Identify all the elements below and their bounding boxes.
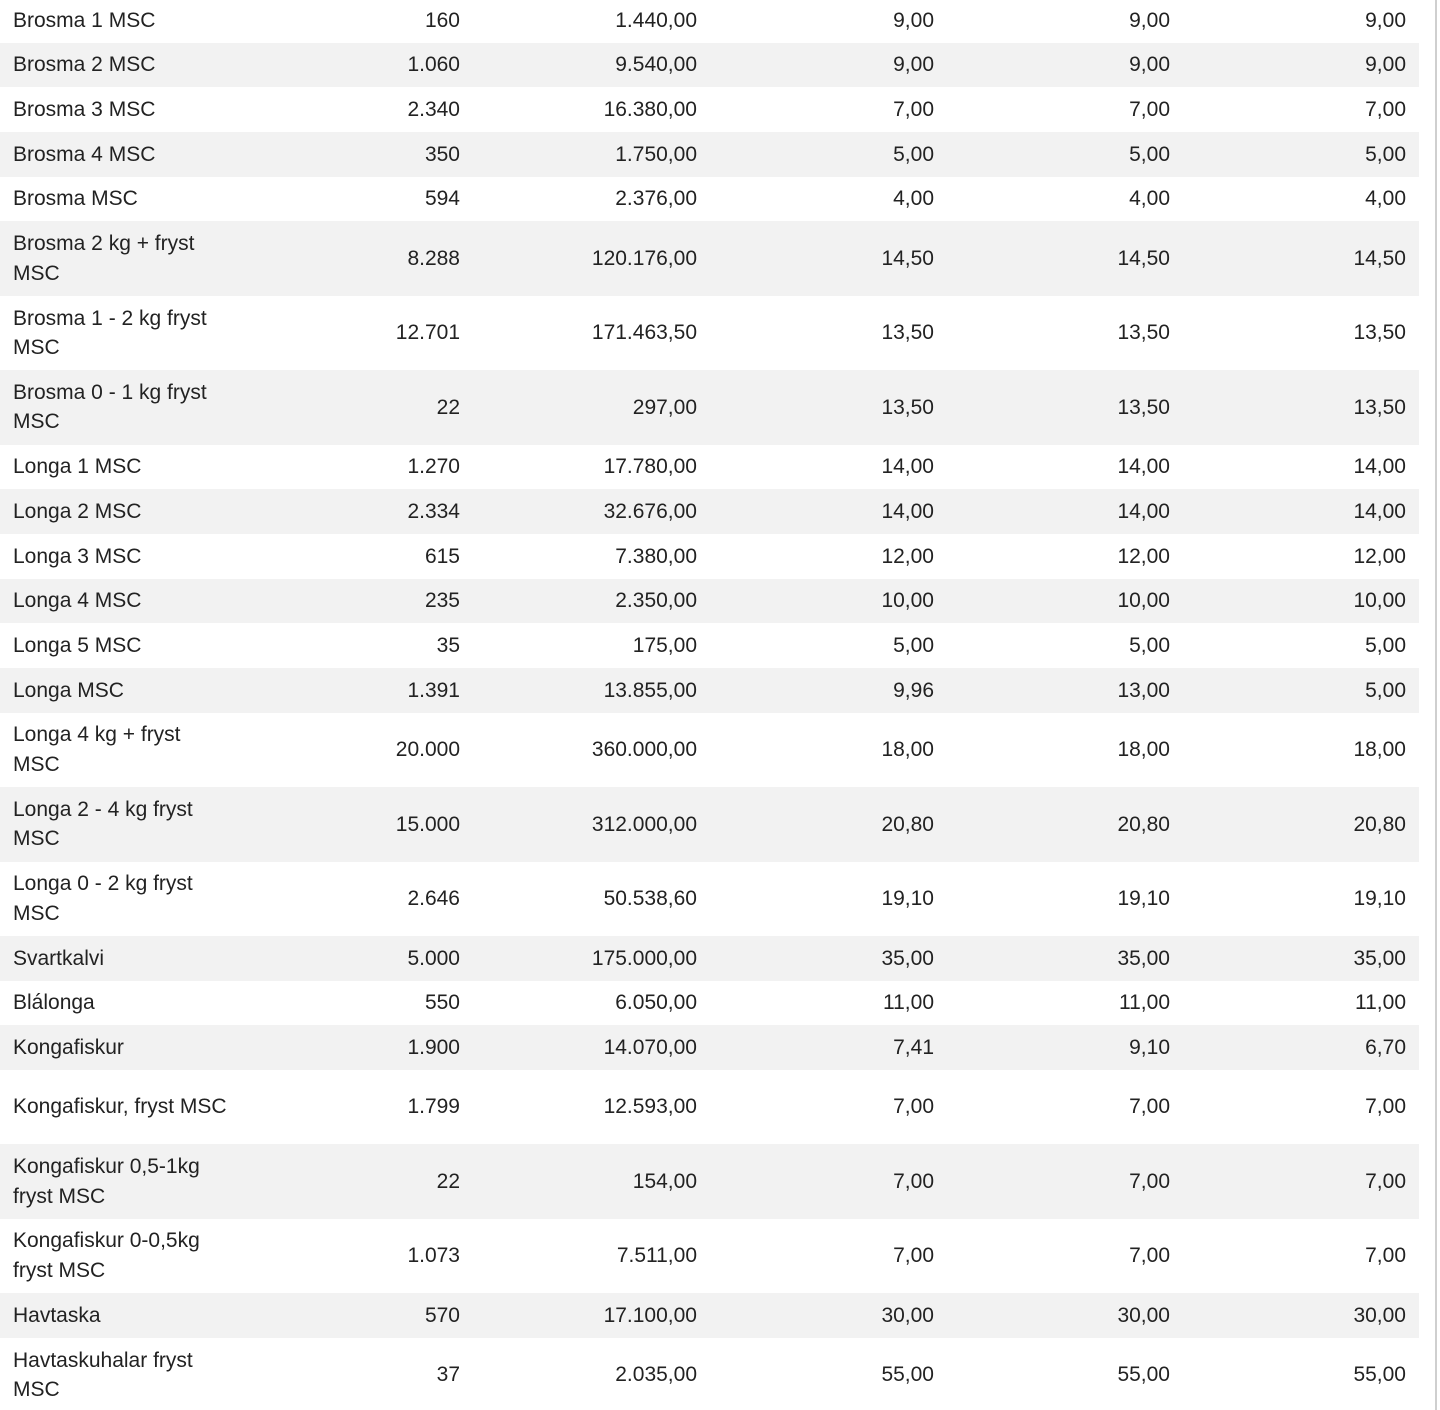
table-row xyxy=(0,87,1419,132)
highest-price-cell: 30,00 xyxy=(1117,1303,1170,1327)
table-row xyxy=(0,862,1419,936)
lowest-price-cell: 11,00 xyxy=(1355,991,1406,1015)
table-row xyxy=(0,177,1419,222)
quantity-cell: 2.340 xyxy=(407,97,460,121)
quantity-cell: 15.000 xyxy=(395,812,460,836)
lowest-price-cell: 55,00 xyxy=(1353,1363,1406,1387)
average-price-cell: 12,00 xyxy=(881,544,934,568)
average-price-cell: 5,00 xyxy=(893,633,934,657)
quantity-cell: 235 xyxy=(424,589,460,613)
quantity-cell: 570 xyxy=(424,1303,460,1327)
total-value-cell: 175,00 xyxy=(632,633,697,657)
table-row xyxy=(0,1070,1419,1144)
highest-price-cell: 5,00 xyxy=(1129,633,1170,657)
highest-price-cell: 13,50 xyxy=(1117,321,1170,345)
lowest-price-cell: 20,80 xyxy=(1353,812,1406,836)
species-name-cell: Havtaskuhalar fryst MSC xyxy=(13,1348,193,1402)
lowest-price-cell: 13,50 xyxy=(1353,395,1406,419)
lowest-price-cell: 5,00 xyxy=(1365,678,1406,702)
total-value-cell: 2.376,00 xyxy=(615,187,697,211)
total-value-cell: 154,00 xyxy=(632,1169,697,1193)
highest-price-cell: 9,00 xyxy=(1129,53,1170,77)
average-price-cell: 7,00 xyxy=(893,1169,934,1193)
lowest-price-cell: 5,00 xyxy=(1365,142,1406,166)
total-value-cell: 2.350,00 xyxy=(615,589,697,613)
total-value-cell: 6.050,00 xyxy=(615,991,697,1015)
quantity-cell: 160 xyxy=(424,8,460,32)
lowest-price-cell: 9,00 xyxy=(1365,53,1406,77)
average-price-cell: 7,41 xyxy=(893,1035,934,1059)
lowest-price-cell: 5,00 xyxy=(1365,633,1406,657)
species-name-cell: Brosma 1 MSC xyxy=(13,8,156,32)
species-name-cell: Brosma 2 kg + fryst MSC xyxy=(13,232,195,285)
lowest-price-cell: 7,00 xyxy=(1365,97,1406,121)
quantity-cell: 1.391 xyxy=(407,678,460,702)
highest-price-cell: 19,10 xyxy=(1117,886,1170,910)
quantity-cell: 22 xyxy=(436,395,460,419)
highest-price-cell: 13,00 xyxy=(1117,678,1170,702)
highest-price-cell: 11,00 xyxy=(1119,991,1170,1015)
species-name-cell: Longa MSC xyxy=(13,678,124,702)
average-price-cell: 14,00 xyxy=(881,455,934,479)
quantity-cell: 22 xyxy=(436,1169,460,1193)
average-price-cell: 4,00 xyxy=(893,187,934,211)
species-name-cell: Longa 2 MSC xyxy=(13,499,142,523)
highest-price-cell: 7,00 xyxy=(1129,1169,1170,1193)
lowest-price-cell: 35,00 xyxy=(1353,946,1406,970)
average-price-cell: 11,00 xyxy=(883,991,934,1015)
average-price-cell: 30,00 xyxy=(881,1303,934,1327)
table-row xyxy=(0,623,1419,668)
highest-price-cell: 55,00 xyxy=(1117,1363,1170,1387)
total-value-cell: 312.000,00 xyxy=(591,812,697,836)
average-price-cell: 55,00 xyxy=(881,1363,934,1387)
species-name-cell: Brosma 0 - 1 kg fryst MSC xyxy=(13,380,207,434)
highest-price-cell: 14,00 xyxy=(1117,455,1170,479)
quantity-cell: 594 xyxy=(424,187,460,211)
species-name-cell: Longa 4 MSC xyxy=(13,589,142,613)
species-name-cell: Brosma 4 MSC xyxy=(13,142,156,166)
highest-price-cell: 7,00 xyxy=(1129,97,1170,121)
average-price-cell: 7,00 xyxy=(893,1244,934,1268)
species-name-cell: Brosma 3 MSC xyxy=(13,97,156,121)
total-value-cell: 9.540,00 xyxy=(615,53,697,77)
table-row xyxy=(0,981,1419,1026)
average-price-cell: 9,00 xyxy=(893,53,934,77)
quantity-cell: 1.073 xyxy=(407,1244,460,1268)
highest-price-cell: 4,00 xyxy=(1129,187,1170,211)
quantity-cell: 2.334 xyxy=(407,499,460,523)
quantity-cell: 37 xyxy=(436,1363,460,1387)
average-price-cell: 5,00 xyxy=(893,142,934,166)
species-name-cell: Longa 0 - 2 kg fryst MSC xyxy=(13,872,193,925)
species-name-cell: Longa 2 - 4 kg fryst MSC xyxy=(13,797,193,851)
table-row xyxy=(0,132,1419,177)
total-value-cell: 7.511,00 xyxy=(616,1244,697,1268)
quantity-cell: 5.000 xyxy=(407,946,460,970)
quantity-cell: 1.799 xyxy=(407,1095,460,1119)
table-row xyxy=(0,1338,1419,1410)
table-row xyxy=(0,713,1419,787)
highest-price-cell: 9,10 xyxy=(1129,1035,1170,1059)
lowest-price-cell: 7,00 xyxy=(1365,1169,1406,1193)
highest-price-cell: 13,50 xyxy=(1117,395,1170,419)
total-value-cell: 297,00 xyxy=(632,395,697,419)
lowest-price-cell: 9,00 xyxy=(1365,8,1406,32)
quantity-cell: 1.060 xyxy=(407,53,460,77)
total-value-cell: 360.000,00 xyxy=(591,738,697,762)
average-price-cell: 9,96 xyxy=(893,678,934,702)
total-value-cell: 7.380,00 xyxy=(615,544,697,568)
total-value-cell: 14.070,00 xyxy=(603,1035,697,1059)
lowest-price-cell: 18,00 xyxy=(1353,738,1406,762)
total-value-cell: 50.538,60 xyxy=(603,886,697,910)
table-row xyxy=(0,1144,1419,1218)
quantity-cell: 35 xyxy=(436,633,460,657)
total-value-cell: 175.000,00 xyxy=(591,946,697,970)
lowest-price-cell: 13,50 xyxy=(1353,321,1406,345)
table-row xyxy=(0,445,1419,490)
table-row xyxy=(0,0,1419,43)
table-row xyxy=(0,1219,1419,1293)
table-row xyxy=(0,296,1419,370)
lowest-price-cell: 14,00 xyxy=(1353,499,1406,523)
total-value-cell: 32.676,00 xyxy=(603,499,697,523)
highest-price-cell: 10,00 xyxy=(1117,589,1170,613)
quantity-cell: 615 xyxy=(424,544,460,568)
total-value-cell: 13.855,00 xyxy=(603,678,697,702)
table-row xyxy=(0,936,1419,981)
total-value-cell: 17.100,00 xyxy=(603,1303,697,1327)
species-name-cell: Longa 3 MSC xyxy=(13,544,142,568)
total-value-cell: 120.176,00 xyxy=(591,246,697,270)
lowest-price-cell: 4,00 xyxy=(1365,187,1406,211)
total-value-cell: 171.463,50 xyxy=(591,321,697,345)
lowest-price-cell: 10,00 xyxy=(1353,589,1406,613)
average-price-cell: 14,00 xyxy=(881,499,934,523)
highest-price-cell: 7,00 xyxy=(1129,1095,1170,1119)
species-name-cell: Blálonga xyxy=(13,991,95,1015)
average-price-cell: 14,50 xyxy=(881,246,934,270)
table-right-border xyxy=(1435,0,1437,1410)
table-row xyxy=(0,1025,1419,1070)
lowest-price-cell: 14,00 xyxy=(1353,455,1406,479)
highest-price-cell: 7,00 xyxy=(1129,1244,1170,1268)
quantity-cell: 1.900 xyxy=(407,1035,460,1059)
highest-price-cell: 9,00 xyxy=(1129,8,1170,32)
lowest-price-cell: 6,70 xyxy=(1365,1035,1406,1059)
total-value-cell: 2.035,00 xyxy=(615,1363,697,1387)
table-row xyxy=(0,370,1419,444)
species-name-cell: Kongafiskur, fryst MSC xyxy=(13,1095,227,1119)
average-price-cell: 13,50 xyxy=(881,321,934,345)
highest-price-cell: 5,00 xyxy=(1129,142,1170,166)
highest-price-cell: 12,00 xyxy=(1117,544,1170,568)
species-name-cell: Brosma 2 MSC xyxy=(13,53,156,77)
lowest-price-cell: 12,00 xyxy=(1353,544,1406,568)
quantity-cell: 350 xyxy=(424,142,460,166)
average-price-cell: 13,50 xyxy=(881,395,934,419)
average-price-cell: 9,00 xyxy=(893,8,934,32)
table-row xyxy=(0,221,1419,295)
quantity-cell: 550 xyxy=(424,991,460,1015)
average-price-cell: 35,00 xyxy=(881,946,934,970)
average-price-cell: 20,80 xyxy=(881,812,934,836)
quantity-cell: 2.646 xyxy=(407,886,460,910)
table-row xyxy=(0,668,1419,713)
table-row xyxy=(0,1293,1419,1338)
average-price-cell: 18,00 xyxy=(881,738,934,762)
species-name-cell: Svartkalvi xyxy=(13,946,105,970)
table-row xyxy=(0,534,1419,579)
highest-price-cell: 14,00 xyxy=(1117,499,1170,523)
total-value-cell: 1.440,00 xyxy=(615,8,697,32)
quantity-cell: 1.270 xyxy=(407,455,460,479)
species-name-cell: Brosma 1 - 2 kg fryst MSC xyxy=(13,306,207,360)
total-value-cell: 16.380,00 xyxy=(603,97,697,121)
total-value-cell: 17.780,00 xyxy=(603,455,697,479)
quantity-cell: 8.288 xyxy=(407,246,460,270)
species-name-cell: Kongafiskur xyxy=(13,1035,124,1059)
quantity-cell: 12.701 xyxy=(395,321,460,345)
total-value-cell: 1.750,00 xyxy=(615,142,697,166)
average-price-cell: 7,00 xyxy=(893,1095,934,1119)
species-name-cell: Longa 1 MSC xyxy=(13,455,142,479)
highest-price-cell: 35,00 xyxy=(1117,946,1170,970)
lowest-price-cell: 7,00 xyxy=(1365,1095,1406,1119)
table-row xyxy=(0,489,1419,534)
lowest-price-cell: 19,10 xyxy=(1353,886,1406,910)
lowest-price-cell: 7,00 xyxy=(1365,1244,1406,1268)
highest-price-cell: 20,80 xyxy=(1117,812,1170,836)
species-name-cell: Kongafiskur 0,5-1kg fryst MSC xyxy=(13,1155,200,1208)
total-value-cell: 12.593,00 xyxy=(603,1095,697,1119)
table-row xyxy=(0,579,1419,624)
average-price-cell: 7,00 xyxy=(893,97,934,121)
highest-price-cell: 18,00 xyxy=(1117,738,1170,762)
table-row xyxy=(0,43,1419,88)
species-name-cell: Brosma MSC xyxy=(13,187,138,211)
species-name-cell: Longa 5 MSC xyxy=(13,633,142,657)
quantity-cell: 20.000 xyxy=(395,738,460,762)
lowest-price-cell: 30,00 xyxy=(1353,1303,1406,1327)
average-price-cell: 10,00 xyxy=(881,589,934,613)
average-price-cell: 19,10 xyxy=(881,886,934,910)
species-name-cell: Havtaska xyxy=(13,1303,101,1327)
species-name-cell: Longa 4 kg + fryst MSC xyxy=(13,723,181,776)
lowest-price-cell: 14,50 xyxy=(1353,246,1406,270)
species-name-cell: Kongafiskur 0-0,5kg fryst MSC xyxy=(13,1229,200,1282)
table-row xyxy=(0,787,1419,861)
highest-price-cell: 14,50 xyxy=(1117,246,1170,270)
